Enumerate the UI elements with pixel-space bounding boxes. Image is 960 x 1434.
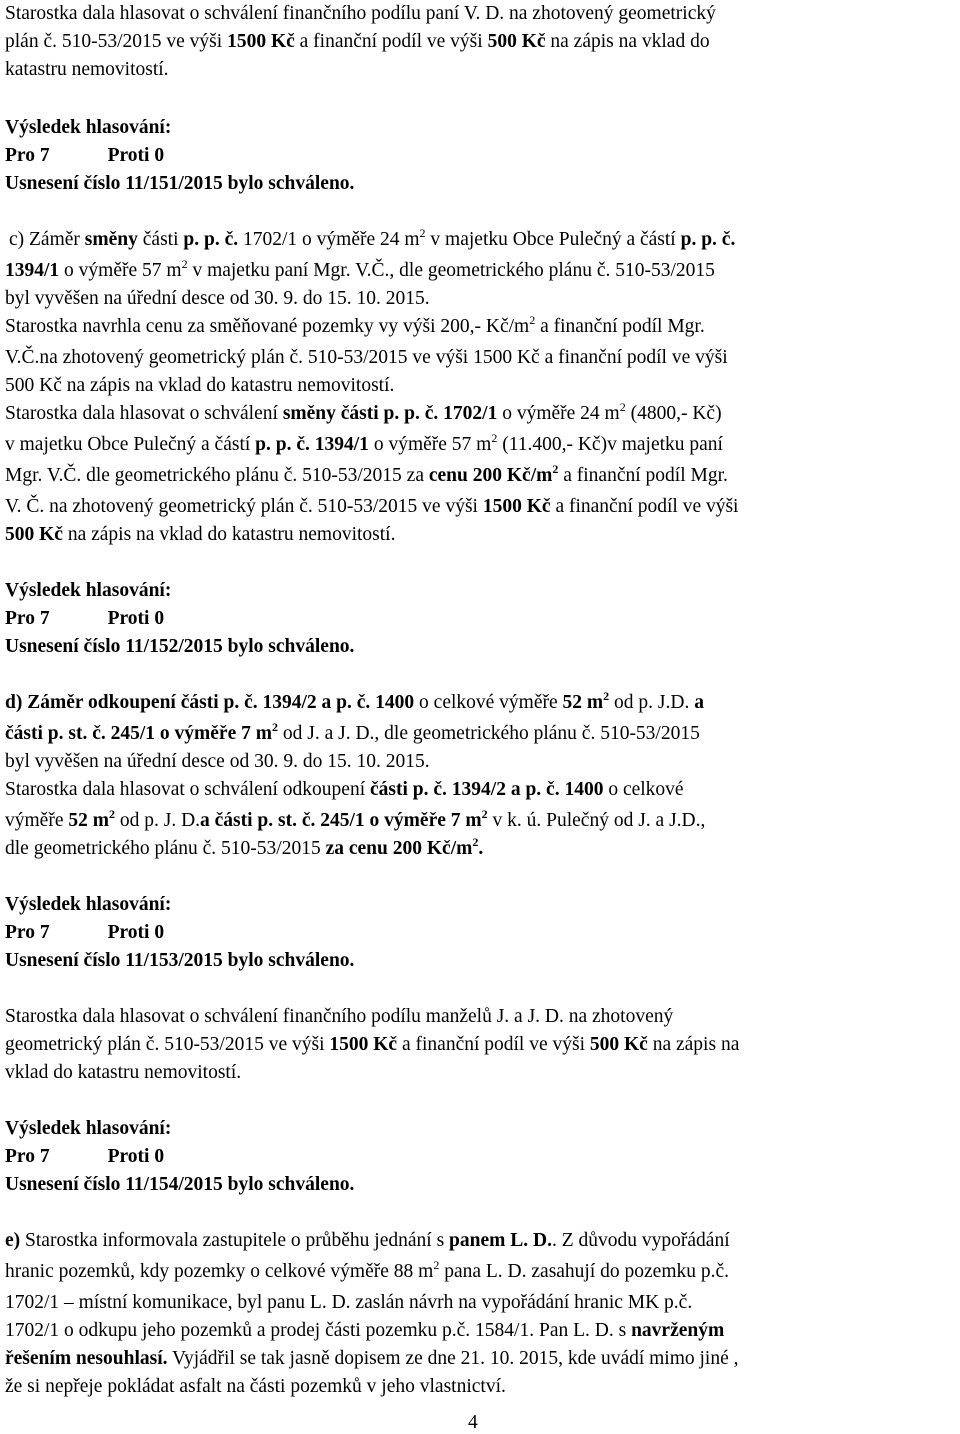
paragraph-line: V.Č.na zhotovený geometrický plán č. 510-53/2015 ve výši 1500 Kč a finanční podíl ve výši xyxy=(5,347,728,368)
paragraph-line: části p. st. č. 245/1 o výměře 7 $m^2$ od J. a J. D., dle geometrického plánu č. 510-53/2015 xyxy=(5,720,700,744)
paragraph-line: d) Záměr odkoupení části p. č. 1394/2 a p. č. 1400 o celkové výměře 52 $m^2$ od p. J.D. a xyxy=(5,689,704,713)
resolution: Usnesení číslo 11/152/2015 bylo schváleno. xyxy=(5,636,355,657)
paragraph-line: že si nepřeje pokládat asfalt na části pozemků v jeho vlastnictví. xyxy=(5,1376,506,1397)
page-number: 4 xyxy=(468,1412,478,1433)
paragraph-line: e) Starostka informovala zastupitele o průběhu jednání s panem L. D.. Z důvodu vypořádání xyxy=(5,1230,730,1251)
vote-heading: Výsledek hlasování: xyxy=(5,894,172,915)
resolution: Usnesení číslo 11/153/2015 bylo schváleno. xyxy=(5,950,355,971)
vote-counts: Pro 7 Proti 0 xyxy=(5,608,165,629)
paragraph-line: c) Záměr směny části p. p. č. 1702/1 o výměře 24 $m^2$ v majetku Obce Pulečný a částí p. p. č. xyxy=(9,226,736,250)
vote-heading: Výsledek hlasování: xyxy=(5,580,172,601)
vote-heading: Výsledek hlasování: xyxy=(5,117,172,138)
paragraph-line: 1394/1 o výměře 57 $m^2$ v majetku paní Mgr. V.Č., dle geometrického plánu č. 510-53/2015 xyxy=(5,257,715,281)
paragraph-line: řešením nesouhlasí. Vyjádřil se tak jasně dopisem ze dne 21. 10. 2015, kde uvádí mimo jiné , xyxy=(5,1348,739,1369)
paragraph-line: katastru nemovitostí. xyxy=(5,59,169,80)
resolution: Usnesení číslo 11/151/2015 bylo schváleno. xyxy=(5,173,355,194)
paragraph-line xyxy=(5,30,957,54)
paragraph-line: byl vyvěšen na úřední desce od 30. 9. do 15. 10. 2015. xyxy=(5,288,430,309)
vote-counts: Pro 7 Proti 0 xyxy=(5,145,165,166)
paragraph-line: vklad do katastru nemovitostí. xyxy=(5,1062,242,1083)
paragraph-line: dle geometrického plánu č. 510-53/2015 za cenu 200 $Kč/m^2$. xyxy=(5,835,484,859)
vote-counts: Pro 7 Proti 0 xyxy=(5,1146,165,1167)
paragraph-line: Starostka navrhla cenu za směňované pozemky vy výši 200,- $Kč/m^2$ a finanční podíl Mgr. xyxy=(5,313,705,337)
paragraph-line: hranic pozemků, kdy pozemky o celkové výměře 88 $m^2$ pana L. D. zasahují do pozemku p.č. xyxy=(5,1258,730,1282)
text: Starostka dala hlasovat o schválení finančního podílu paní V. D. na zhotovený geometrický xyxy=(5,3,716,24)
paragraph-line: Starostka dala hlasovat o schválení směny části p. p. č. 1702/1 o výměře 24 $m^2$ (4800,- Kč) xyxy=(5,400,722,424)
paragraph-line: 500 Kč na zápis na vklad do katastru nemovitostí. xyxy=(5,524,396,545)
paragraph-line: V. Č. na zhotovený geometrický plán č. 510-53/2015 ve výši 1500 Kč a finanční podíl ve výši xyxy=(5,496,739,517)
text: plán č. 510-53/2015 ve výši 1500 Kč a finanční podíl ve výši 500 Kč na zápis na vklad do xyxy=(5,31,710,52)
paragraph-line: 1702/1 o odkupu jeho pozemků a prodej části pozemku p.č. 1584/1. Pan L. D. s navrženým xyxy=(5,1320,725,1341)
paragraph-line: Mgr. V.Č. dle geometrického plánu č. 510-53/2015 za cenu 200 $Kč/m^2$ a finanční podíl Mgr. xyxy=(5,462,728,486)
paragraph-line: byl vyvěšen na úřední desce od 30. 9. do 15. 10. 2015. xyxy=(5,751,430,772)
paragraph-line: výměře 52 $m^2$ od p. J. D.a části p. st. č. 245/1 o výměře 7 $m^2$ v k. ú. Pulečný od J. a J.D., xyxy=(5,807,706,831)
vote-counts: Pro 7 Proti 0 xyxy=(5,922,165,943)
resolution: Usnesení číslo 11/154/2015 bylo schváleno. xyxy=(5,1174,355,1195)
paragraph-line xyxy=(5,2,957,26)
paragraph-line: v majetku Obce Pulečný a částí p. p. č. 1394/1 o výměře 57 $m^2$ (11.400,- Kč)v majetku paní xyxy=(5,431,723,455)
vote-heading: Výsledek hlasování: xyxy=(5,1118,172,1139)
paragraph-line: 1702/1 – místní komunikace, byl panu L. D. zaslán návrh na vypořádání hranic MK p.č. xyxy=(5,1292,693,1313)
paragraph-line: geometrický plán č. 510-53/2015 ve výši 1500 Kč a finanční podíl ve výši 500 Kč na zápis na xyxy=(5,1034,740,1055)
paragraph-line: Starostka dala hlasovat o schválení odkoupení části p. č. 1394/2 a p. č. 1400 o celkové xyxy=(5,779,684,800)
paragraph-line: 500 Kč na zápis na vklad do katastru nemovitostí. xyxy=(5,375,395,396)
paragraph-line: Starostka dala hlasovat o schválení finančního podílu manželů J. a J. D. na zhotovený xyxy=(5,1006,674,1027)
